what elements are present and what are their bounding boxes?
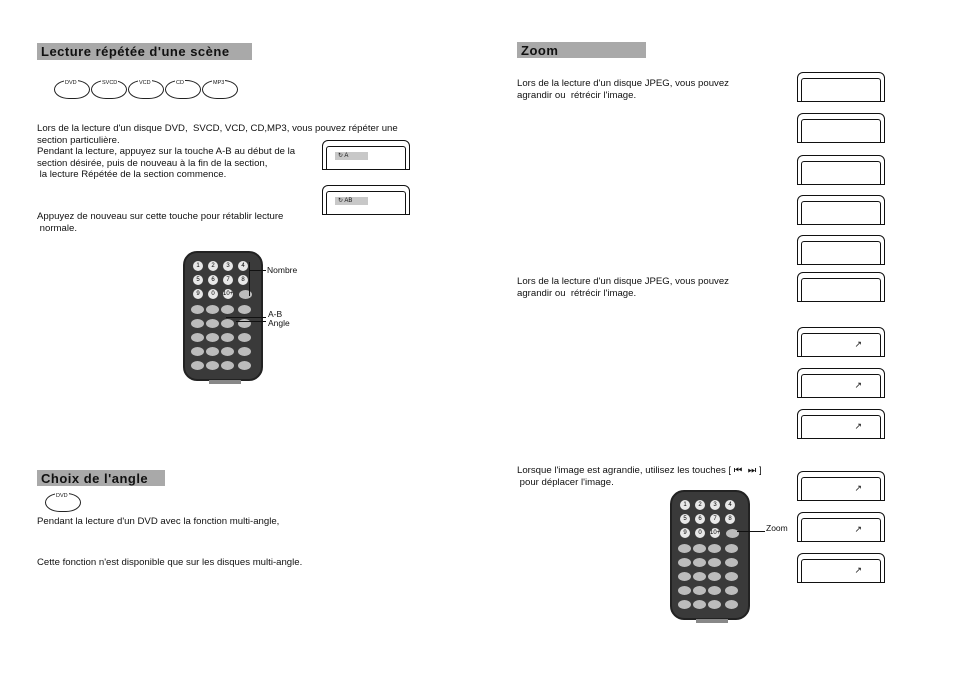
label-zoom: Zoom <box>766 523 788 533</box>
remote-button[interactable] <box>238 333 251 342</box>
zoom-arrow-icon: ↗ <box>854 524 862 534</box>
remote-button[interactable] <box>725 586 738 595</box>
remote-button[interactable] <box>708 572 721 581</box>
label-ab: A-B <box>268 309 283 319</box>
repeat-restore-text: Appuyez de nouveau sur cette touche pour rétablir lecture normale. <box>37 211 284 234</box>
disc-cd-icon <box>165 80 201 99</box>
zoom-arrow-icon: ↗ <box>854 565 862 575</box>
zoom-screen-4 <box>797 195 885 225</box>
osd-ab-label: AB <box>344 198 353 204</box>
angle-note: Cette fonction n'est disponible que sur les disques multi-angle. <box>37 557 303 568</box>
digit-10plus-button[interactable]: 10+ <box>223 291 234 297</box>
remote-button[interactable] <box>708 544 721 553</box>
zoom-text-2: Lors de la lecture d'un disque JPEG, vous pouvez agrandir ou rétrécir l'image. <box>517 276 729 299</box>
disc-dvd-icon <box>45 493 81 512</box>
digit-4-button[interactable]: 4 <box>725 500 735 510</box>
zoom-arrow-icon: ↗ <box>854 339 862 349</box>
remote-button[interactable] <box>708 586 721 595</box>
digit-3-button[interactable]: 3 <box>223 261 233 271</box>
remote-button[interactable] <box>693 586 706 595</box>
disc-label: DVD <box>56 493 68 499</box>
remote-button[interactable] <box>191 361 204 370</box>
screen-inner <box>801 201 881 225</box>
zoom-arrow-icon: ↗ <box>854 483 862 493</box>
remote-button[interactable] <box>221 347 234 356</box>
callout-line <box>249 270 266 271</box>
remote-button[interactable] <box>238 347 251 356</box>
disc-label: SVCD <box>102 80 118 86</box>
disc-dvd-icon <box>54 80 90 99</box>
remote-button[interactable] <box>238 361 251 370</box>
remote-button[interactable] <box>239 290 252 299</box>
remote-button[interactable] <box>206 347 219 356</box>
screen-inner <box>801 78 881 102</box>
osd-screen-a <box>322 140 410 170</box>
zoom-screen-8 <box>797 368 885 398</box>
screen-inner <box>801 119 881 143</box>
disc-svcd-icon <box>91 80 127 99</box>
remote-base <box>209 380 241 384</box>
zoom-arrow-icon: ↗ <box>854 421 862 431</box>
zoom-screen-11 <box>797 512 885 542</box>
zoom-screen-1 <box>797 72 885 102</box>
screen-inner <box>801 241 881 265</box>
repeat-section-title: Lecture répétée d'une scène <box>37 43 252 60</box>
angle-section-title: Choix de l'angle <box>37 470 165 486</box>
remote-button[interactable] <box>191 305 204 314</box>
remote-button[interactable] <box>693 600 706 609</box>
remote-button[interactable] <box>693 558 706 567</box>
remote-button[interactable] <box>678 600 691 609</box>
remote-button[interactable] <box>725 544 738 553</box>
remote-button[interactable] <box>693 544 706 553</box>
label-nombre: Nombre <box>267 265 298 275</box>
osd-repeat-ab: ↻ AB <box>335 197 368 205</box>
remote-button[interactable] <box>238 305 251 314</box>
digit-8-button[interactable]: 8 <box>725 514 735 524</box>
remote-button[interactable] <box>725 572 738 581</box>
screen-inner <box>326 191 406 215</box>
screen-inner <box>801 333 881 357</box>
zoom-move-text: Lorsque l'image est agrandie, utilisez les touches [ ⏮ ⏭ ] pour déplacer l'image. <box>517 465 762 488</box>
digit-3-button[interactable]: 3 <box>710 500 720 510</box>
remote-button[interactable] <box>206 333 219 342</box>
screen-inner <box>801 415 881 439</box>
remote-button[interactable] <box>725 558 738 567</box>
zoom-screen-7 <box>797 327 885 357</box>
remote-button[interactable] <box>221 361 234 370</box>
disc-label: DVD <box>65 80 77 86</box>
digit-10plus-button[interactable]: 10+ <box>710 530 721 536</box>
remote-button[interactable] <box>221 305 234 314</box>
zoom-screen-5 <box>797 235 885 265</box>
digit-9-button[interactable]: 9 <box>193 289 203 299</box>
remote-button[interactable] <box>708 558 721 567</box>
zoom-screen-6 <box>797 272 885 302</box>
zoom-screen-2 <box>797 113 885 143</box>
screen-inner <box>326 146 406 170</box>
zoom-screen-10 <box>797 471 885 501</box>
disc-label: VCD <box>139 80 151 86</box>
digit-8-button[interactable]: 8 <box>238 275 248 285</box>
callout-line <box>737 531 765 532</box>
remote-button[interactable] <box>191 319 204 328</box>
digit-1-button[interactable]: 1 <box>680 500 690 510</box>
remote-base <box>696 619 728 623</box>
disc-mp3-icon <box>202 80 238 99</box>
callout-line <box>236 321 266 322</box>
disc-label: CD <box>176 80 184 86</box>
disc-vcd-icon <box>128 80 164 99</box>
digit-7-button[interactable]: 7 <box>223 275 233 285</box>
remote-button[interactable] <box>678 558 691 567</box>
callout-line <box>226 317 266 318</box>
osd-screen-ab <box>322 185 410 215</box>
angle-button[interactable] <box>221 319 234 328</box>
remote-button[interactable] <box>678 586 691 595</box>
angle-text: Pendant la lecture d'un DVD avec la fonction multi-angle, <box>37 516 280 527</box>
screen-inner <box>801 278 881 302</box>
digit-6-button[interactable]: 6 <box>695 514 705 524</box>
zoom-screen-9 <box>797 409 885 439</box>
zoom-screen-3 <box>797 155 885 185</box>
zoom-screen-12 <box>797 553 885 583</box>
digit-2-button[interactable]: 2 <box>208 261 218 271</box>
screen-inner <box>801 518 881 542</box>
digit-7-button[interactable]: 7 <box>710 514 720 524</box>
remote-button[interactable] <box>206 305 219 314</box>
remote-button[interactable] <box>206 361 219 370</box>
digit-4-button[interactable]: 4 <box>238 261 248 271</box>
remote-button[interactable] <box>191 333 204 342</box>
repeat-instructions: Lors de la lecture d'un disque DVD, SVCD, VCD, CD,MP3, vous pouvez répéter une section particulière. Pendant la lecture, appuyez sur la touche A-B au début de la section désirée, puis de nouveau à la fin de la section, la lecture Répétée de la section commence. <box>37 123 398 181</box>
screen-inner <box>801 374 881 398</box>
digit-0-button[interactable]: 0 <box>208 289 218 299</box>
ab-button[interactable] <box>206 319 219 328</box>
remote-button[interactable] <box>678 544 691 553</box>
digit-0-button[interactable]: 0 <box>695 528 705 538</box>
remote-button[interactable] <box>693 572 706 581</box>
screen-inner <box>801 477 881 501</box>
remote-button[interactable] <box>678 572 691 581</box>
screen-inner <box>801 161 881 185</box>
zoom-text-1: Lors de la lecture d'un disque JPEG, vous pouvez agrandir ou rétrécir l'image. <box>517 78 729 101</box>
remote-button[interactable] <box>725 600 738 609</box>
disc-label: MP3 <box>213 80 225 86</box>
remote-button[interactable] <box>221 333 234 342</box>
digit-2-button[interactable]: 2 <box>695 500 705 510</box>
osd-repeat-a: ↻ A <box>335 152 368 160</box>
digit-5-button[interactable]: 5 <box>680 514 690 524</box>
screen-inner <box>801 559 881 583</box>
remote-button[interactable] <box>708 600 721 609</box>
zoom-section-title: Zoom <box>517 42 646 58</box>
remote-control-right <box>670 490 750 620</box>
digit-1-button[interactable]: 1 <box>193 261 203 271</box>
label-angle: Angle <box>268 318 290 328</box>
callout-line <box>249 262 250 296</box>
digit-6-button[interactable]: 6 <box>208 275 218 285</box>
osd-a-label: A <box>344 153 349 159</box>
digit-5-button[interactable]: 5 <box>193 275 203 285</box>
digit-9-button[interactable]: 9 <box>680 528 690 538</box>
remote-button[interactable] <box>191 347 204 356</box>
zoom-arrow-icon: ↗ <box>854 380 862 390</box>
